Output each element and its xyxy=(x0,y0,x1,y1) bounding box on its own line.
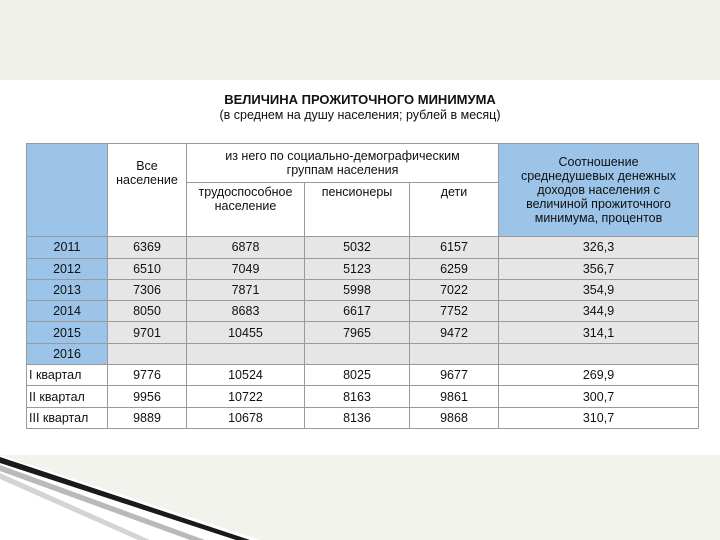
header-working xyxy=(187,182,305,237)
cell-working: 10524 xyxy=(187,365,305,386)
table-row xyxy=(27,322,699,343)
bottom-band xyxy=(0,455,720,540)
table-row-2016 xyxy=(27,343,699,364)
cell-pensioners: 7965 xyxy=(305,322,410,343)
table-row xyxy=(27,407,699,428)
cell-empty xyxy=(499,343,699,364)
header-all-spacer xyxy=(108,187,186,221)
cell-working: 7871 xyxy=(187,279,305,300)
header-working-line2: население xyxy=(214,198,277,213)
cell-pensioners: 6617 xyxy=(305,301,410,322)
cell-children: 9861 xyxy=(410,386,499,407)
cell-all: 6510 xyxy=(108,258,187,279)
cell-ratio: 326,3 xyxy=(499,237,699,258)
cell-all: 7306 xyxy=(108,279,187,300)
page-subtitle: (в среднем на душу населения; рублей в месяц) xyxy=(219,108,501,122)
header-pensioners: пенсионеры xyxy=(305,182,410,237)
table-row xyxy=(27,279,699,300)
year-label: 2013 xyxy=(27,279,108,300)
cell-ratio: 310,7 xyxy=(499,407,699,428)
cell-all: 9701 xyxy=(108,322,187,343)
cell-empty xyxy=(187,343,305,364)
quarter-label: III квартал xyxy=(27,407,108,428)
cell-working: 8683 xyxy=(187,301,305,322)
cell-ratio: 269,9 xyxy=(499,365,699,386)
header-all-line1: Все xyxy=(136,159,158,174)
cell-all: 8050 xyxy=(108,301,187,322)
page-title: ВЕЛИЧИНА ПРОЖИТОЧНОГО МИНИМУМА xyxy=(224,92,496,107)
cell-pensioners: 5032 xyxy=(305,237,410,258)
header-groups-line1: из него по социально-демографическим xyxy=(225,148,460,163)
year-label: 2015 xyxy=(27,322,108,343)
cell-children: 7022 xyxy=(410,279,499,300)
cell-pensioners: 8163 xyxy=(305,386,410,407)
cell-empty xyxy=(305,343,410,364)
cell-working: 10678 xyxy=(187,407,305,428)
cell-all: 9776 xyxy=(108,365,187,386)
year-label: 2016 xyxy=(27,343,108,364)
table-row xyxy=(27,237,699,258)
header-corner xyxy=(27,144,108,237)
decorative-stripes xyxy=(0,455,720,540)
cell-ratio: 300,7 xyxy=(499,386,699,407)
stripe-white xyxy=(0,455,260,540)
header-ratio-line3: доходов населения с xyxy=(537,183,660,198)
cell-pensioners: 5123 xyxy=(305,258,410,279)
cell-working: 6878 xyxy=(187,237,305,258)
header-ratio xyxy=(499,144,699,237)
header-groups xyxy=(187,144,499,183)
cell-children: 9677 xyxy=(410,365,499,386)
year-label: 2012 xyxy=(27,258,108,279)
cell-ratio: 354,9 xyxy=(499,279,699,300)
cell-ratio: 356,7 xyxy=(499,258,699,279)
cell-working: 10455 xyxy=(187,322,305,343)
cell-children: 9472 xyxy=(410,322,499,343)
header-all-line2: население xyxy=(116,173,178,188)
quarter-label: I квартал xyxy=(27,365,108,386)
table-row xyxy=(27,386,699,407)
cell-children: 6259 xyxy=(410,258,499,279)
cell-children: 7752 xyxy=(410,301,499,322)
header-ratio-line5: минимума, процентов xyxy=(534,211,663,226)
header-ratio-line4: величиной прожиточного xyxy=(526,197,671,212)
cell-all: 6369 xyxy=(108,237,187,258)
table-row xyxy=(27,258,699,279)
cell-working: 7049 xyxy=(187,258,305,279)
table-row xyxy=(27,365,699,386)
header-working-line1: трудоспособное xyxy=(198,184,293,199)
header-groups-line2: группам населения xyxy=(286,162,399,177)
cell-all: 9889 xyxy=(108,407,187,428)
year-label: 2014 xyxy=(27,301,108,322)
quarter-label: II квартал xyxy=(27,386,108,407)
cell-pensioners: 5998 xyxy=(305,279,410,300)
subsistence-table xyxy=(26,143,699,429)
cell-empty xyxy=(410,343,499,364)
cell-pensioners: 8136 xyxy=(305,407,410,428)
cell-empty xyxy=(108,343,187,364)
header-ratio-line2: среднедушевых денежных xyxy=(520,169,677,184)
top-band xyxy=(0,0,720,80)
cell-children: 9868 xyxy=(410,407,499,428)
header-all xyxy=(108,144,187,237)
cell-pensioners: 8025 xyxy=(305,365,410,386)
cell-children: 6157 xyxy=(410,237,499,258)
year-label: 2011 xyxy=(27,237,108,258)
table-row xyxy=(27,301,699,322)
cell-ratio: 344,9 xyxy=(499,301,699,322)
header-children: дети xyxy=(410,182,499,237)
cell-ratio: 314,1 xyxy=(499,322,699,343)
cell-all: 9956 xyxy=(108,386,187,407)
cell-working: 10722 xyxy=(187,386,305,407)
header-ratio-line1: Соотношение xyxy=(558,155,639,170)
